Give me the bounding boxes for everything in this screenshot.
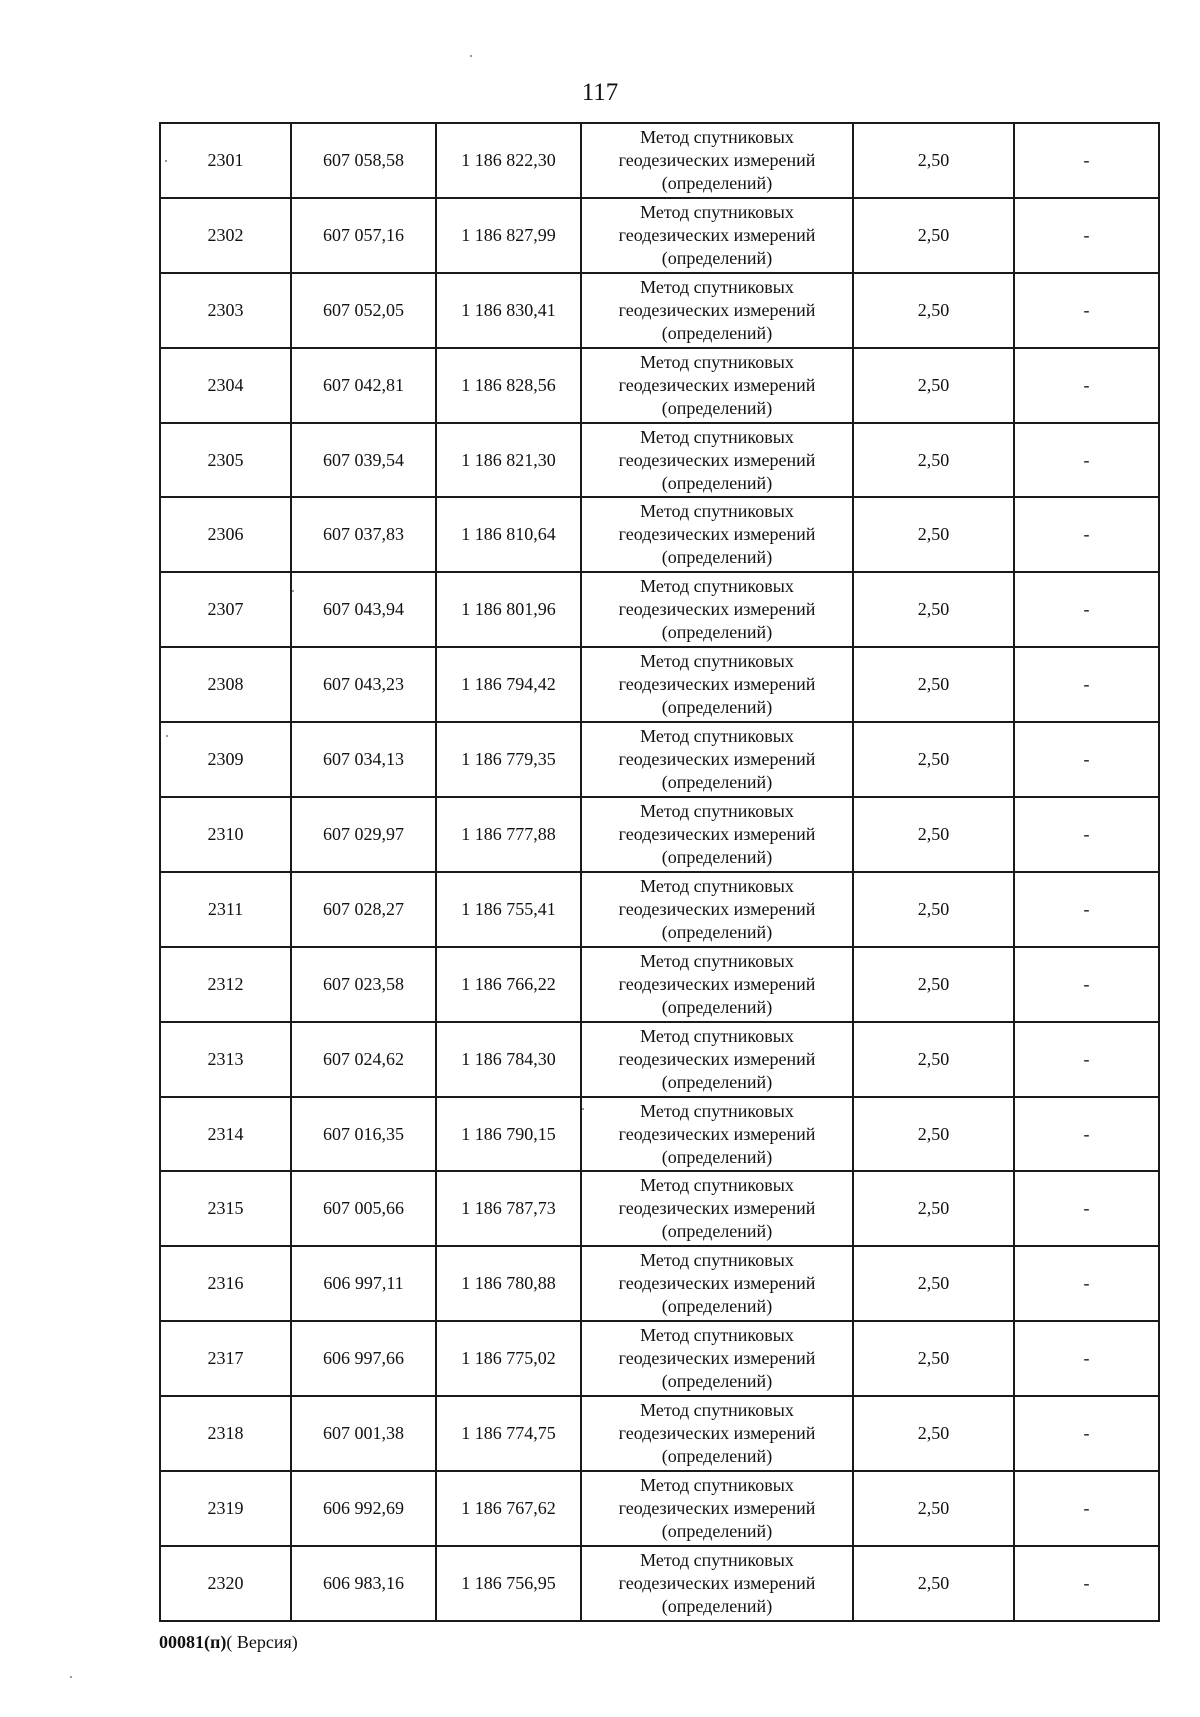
method-line: геодезических измерений xyxy=(618,898,816,919)
method-line: (определений) xyxy=(661,1446,773,1467)
y-coordinate-cell: 1 186 756,95 xyxy=(436,1546,581,1621)
method-line: Метод спутниковых xyxy=(640,800,794,821)
note-cell: - xyxy=(1014,198,1159,273)
method-line: (определений) xyxy=(661,1296,773,1317)
method-line: Метод спутниковых xyxy=(640,576,794,597)
point-number-cell: 2309 xyxy=(160,722,291,797)
accuracy-cell: 2,50 xyxy=(853,497,1014,572)
method-line: геодезических измерений xyxy=(618,1572,816,1593)
note-cell: - xyxy=(1014,123,1159,198)
coordinates-table-body xyxy=(160,123,1159,1621)
method-line: геодезических измерений xyxy=(618,1273,816,1294)
page-number: 117 xyxy=(581,79,619,106)
method-line: (определений) xyxy=(661,322,773,343)
point-number-cell: 2304 xyxy=(160,348,291,423)
accuracy-cell: 2,50 xyxy=(853,1321,1014,1396)
method-cell xyxy=(581,947,853,1022)
scan-speck xyxy=(582,1108,584,1110)
note-cell: - xyxy=(1014,947,1159,1022)
method-line: геодезических измерений xyxy=(618,374,816,395)
document-code: 00081(п) xyxy=(159,1632,227,1652)
y-coordinate-cell: 1 186 787,73 xyxy=(436,1171,581,1246)
x-coordinate-cell: 607 028,27 xyxy=(291,872,436,947)
scan-speck xyxy=(470,55,472,57)
x-coordinate-cell: 606 983,16 xyxy=(291,1546,436,1621)
method-line: геодезических измерений xyxy=(618,299,816,320)
method-cell xyxy=(581,647,853,722)
method-line: (определений) xyxy=(661,996,773,1017)
method-cell xyxy=(581,1171,853,1246)
document-version: ( Версия) xyxy=(226,1632,298,1652)
accuracy-cell: 2,50 xyxy=(853,572,1014,647)
table-row xyxy=(160,647,1159,722)
y-coordinate-cell: 1 186 790,15 xyxy=(436,1097,581,1172)
method-line: (определений) xyxy=(661,846,773,867)
accuracy-cell: 2,50 xyxy=(853,1246,1014,1321)
point-number-cell: 2314 xyxy=(160,1097,291,1172)
y-coordinate-cell: 1 186 821,30 xyxy=(436,423,581,498)
table-row xyxy=(160,1022,1159,1097)
table-row xyxy=(160,348,1159,423)
method-line: геодезических измерений xyxy=(618,1198,816,1219)
method-line: Метод спутниковых xyxy=(640,1325,794,1346)
point-number-cell: 2306 xyxy=(160,497,291,572)
method-line: геодезических измерений xyxy=(618,823,816,844)
table-row xyxy=(160,872,1159,947)
method-cell xyxy=(581,497,853,572)
x-coordinate-cell: 607 057,16 xyxy=(291,198,436,273)
table-row xyxy=(160,722,1159,797)
x-coordinate-cell: 606 992,69 xyxy=(291,1471,436,1546)
scan-speck xyxy=(166,735,168,737)
point-number-cell: 2308 xyxy=(160,647,291,722)
y-coordinate-cell: 1 186 794,42 xyxy=(436,647,581,722)
point-number-cell: 2316 xyxy=(160,1246,291,1321)
note-cell: - xyxy=(1014,1396,1159,1471)
method-line: (определений) xyxy=(661,172,773,193)
note-cell: - xyxy=(1014,1321,1159,1396)
accuracy-cell: 2,50 xyxy=(853,1171,1014,1246)
method-line: геодезических измерений xyxy=(618,1123,816,1144)
point-number-cell: 2313 xyxy=(160,1022,291,1097)
accuracy-cell: 2,50 xyxy=(853,722,1014,797)
method-line: геодезических измерений xyxy=(618,599,816,620)
accuracy-cell: 2,50 xyxy=(853,1022,1014,1097)
y-coordinate-cell: 1 186 801,96 xyxy=(436,572,581,647)
y-coordinate-cell: 1 186 784,30 xyxy=(436,1022,581,1097)
method-line: Метод спутниковых xyxy=(640,126,794,147)
table-row xyxy=(160,497,1159,572)
accuracy-cell: 2,50 xyxy=(853,348,1014,423)
method-line: Метод спутниковых xyxy=(640,1250,794,1271)
point-number-cell: 2320 xyxy=(160,1546,291,1621)
table-row xyxy=(160,1171,1159,1246)
table-row xyxy=(160,1321,1159,1396)
method-line: (определений) xyxy=(661,397,773,418)
x-coordinate-cell: 607 023,58 xyxy=(291,947,436,1022)
method-line: геодезических измерений xyxy=(618,1048,816,1069)
accuracy-cell: 2,50 xyxy=(853,423,1014,498)
x-coordinate-cell: 607 029,97 xyxy=(291,797,436,872)
method-line: Метод спутниковых xyxy=(640,726,794,747)
table-row xyxy=(160,1546,1159,1621)
document-footer xyxy=(159,1631,298,1653)
y-coordinate-cell: 1 186 810,64 xyxy=(436,497,581,572)
accuracy-cell: 2,50 xyxy=(853,647,1014,722)
method-cell xyxy=(581,123,853,198)
point-number-cell: 2315 xyxy=(160,1171,291,1246)
point-number-cell: 2305 xyxy=(160,423,291,498)
point-number-cell: 2312 xyxy=(160,947,291,1022)
method-cell xyxy=(581,1471,853,1546)
accuracy-cell: 2,50 xyxy=(853,198,1014,273)
x-coordinate-cell: 607 039,54 xyxy=(291,423,436,498)
x-coordinate-cell: 607 043,23 xyxy=(291,647,436,722)
method-line: Метод спутниковых xyxy=(640,950,794,971)
method-line: Метод спутниковых xyxy=(640,1025,794,1046)
note-cell: - xyxy=(1014,273,1159,348)
y-coordinate-cell: 1 186 774,75 xyxy=(436,1396,581,1471)
y-coordinate-cell: 1 186 830,41 xyxy=(436,273,581,348)
y-coordinate-cell: 1 186 766,22 xyxy=(436,947,581,1022)
method-line: Метод спутниковых xyxy=(640,501,794,522)
point-number-cell: 2310 xyxy=(160,797,291,872)
method-line: Метод спутниковых xyxy=(640,651,794,672)
note-cell: - xyxy=(1014,348,1159,423)
x-coordinate-cell: 607 024,62 xyxy=(291,1022,436,1097)
x-coordinate-cell: 607 034,13 xyxy=(291,722,436,797)
method-line: Метод спутниковых xyxy=(640,201,794,222)
note-cell: - xyxy=(1014,797,1159,872)
note-cell: - xyxy=(1014,1171,1159,1246)
point-number-cell: 2319 xyxy=(160,1471,291,1546)
table-row xyxy=(160,1396,1159,1471)
y-coordinate-cell: 1 186 755,41 xyxy=(436,872,581,947)
method-line: (определений) xyxy=(661,1595,773,1616)
method-line: (определений) xyxy=(661,1071,773,1092)
y-coordinate-cell: 1 186 777,88 xyxy=(436,797,581,872)
method-line: Метод спутниковых xyxy=(640,1474,794,1495)
y-coordinate-cell: 1 186 767,62 xyxy=(436,1471,581,1546)
table-row xyxy=(160,1097,1159,1172)
method-cell xyxy=(581,273,853,348)
method-line: геодезических измерений xyxy=(618,973,816,994)
method-line: (определений) xyxy=(661,1371,773,1392)
method-cell xyxy=(581,1321,853,1396)
note-cell: - xyxy=(1014,1546,1159,1621)
method-cell xyxy=(581,1396,853,1471)
method-cell xyxy=(581,348,853,423)
method-line: (определений) xyxy=(661,622,773,643)
table-row xyxy=(160,1246,1159,1321)
note-cell: - xyxy=(1014,572,1159,647)
method-line: (определений) xyxy=(661,247,773,268)
method-line: (определений) xyxy=(661,1221,773,1242)
accuracy-cell: 2,50 xyxy=(853,1471,1014,1546)
point-number-cell: 2307 xyxy=(160,572,291,647)
method-line: Метод спутниковых xyxy=(640,875,794,896)
accuracy-cell: 2,50 xyxy=(853,273,1014,348)
point-number-cell: 2317 xyxy=(160,1321,291,1396)
y-coordinate-cell: 1 186 822,30 xyxy=(436,123,581,198)
method-line: Метод спутниковых xyxy=(640,1400,794,1421)
method-line: геодезических измерений xyxy=(618,224,816,245)
method-line: (определений) xyxy=(661,472,773,493)
accuracy-cell: 2,50 xyxy=(853,797,1014,872)
method-line: Метод спутниковых xyxy=(640,1175,794,1196)
table-row xyxy=(160,273,1159,348)
accuracy-cell: 2,50 xyxy=(853,123,1014,198)
y-coordinate-cell: 1 186 828,56 xyxy=(436,348,581,423)
method-cell xyxy=(581,198,853,273)
method-line: (определений) xyxy=(661,772,773,793)
y-coordinate-cell: 1 186 827,99 xyxy=(436,198,581,273)
x-coordinate-cell: 607 043,94 xyxy=(291,572,436,647)
accuracy-cell: 2,50 xyxy=(853,1546,1014,1621)
note-cell: - xyxy=(1014,722,1159,797)
method-cell xyxy=(581,797,853,872)
method-line: Метод спутниковых xyxy=(640,426,794,447)
method-line: (определений) xyxy=(661,547,773,568)
note-cell: - xyxy=(1014,1097,1159,1172)
note-cell: - xyxy=(1014,1022,1159,1097)
method-line: геодезических измерений xyxy=(618,749,816,770)
y-coordinate-cell: 1 186 775,02 xyxy=(436,1321,581,1396)
x-coordinate-cell: 607 042,81 xyxy=(291,348,436,423)
method-line: геодезических измерений xyxy=(618,674,816,695)
accuracy-cell: 2,50 xyxy=(853,947,1014,1022)
method-cell xyxy=(581,1097,853,1172)
method-line: геодезических измерений xyxy=(618,1423,816,1444)
x-coordinate-cell: 607 052,05 xyxy=(291,273,436,348)
point-number-cell: 2303 xyxy=(160,273,291,348)
scan-speck xyxy=(292,590,294,592)
x-coordinate-cell: 607 037,83 xyxy=(291,497,436,572)
method-line: (определений) xyxy=(661,1520,773,1541)
coordinates-table xyxy=(159,122,1160,1622)
table-row xyxy=(160,198,1159,273)
note-cell: - xyxy=(1014,647,1159,722)
method-line: Метод спутниковых xyxy=(640,1549,794,1570)
method-cell xyxy=(581,1546,853,1621)
table-row xyxy=(160,797,1159,872)
point-number-cell: 2302 xyxy=(160,198,291,273)
method-line: геодезических измерений xyxy=(618,449,816,470)
method-line: Метод спутниковых xyxy=(640,1100,794,1121)
scan-speck xyxy=(70,1676,72,1678)
point-number-cell: 2311 xyxy=(160,872,291,947)
note-cell: - xyxy=(1014,423,1159,498)
table-row xyxy=(160,423,1159,498)
table-row xyxy=(160,1471,1159,1546)
method-cell xyxy=(581,1022,853,1097)
note-cell: - xyxy=(1014,1246,1159,1321)
method-line: геодезических измерений xyxy=(618,149,816,170)
note-cell: - xyxy=(1014,497,1159,572)
x-coordinate-cell: 607 005,66 xyxy=(291,1171,436,1246)
x-coordinate-cell: 606 997,66 xyxy=(291,1321,436,1396)
accuracy-cell: 2,50 xyxy=(853,872,1014,947)
x-coordinate-cell: 607 016,35 xyxy=(291,1097,436,1172)
y-coordinate-cell: 1 186 779,35 xyxy=(436,722,581,797)
table-row xyxy=(160,123,1159,198)
table-row xyxy=(160,947,1159,1022)
x-coordinate-cell: 606 997,11 xyxy=(291,1246,436,1321)
accuracy-cell: 2,50 xyxy=(853,1396,1014,1471)
method-line: (определений) xyxy=(661,1146,773,1167)
method-line: (определений) xyxy=(661,697,773,718)
point-number-cell: 2318 xyxy=(160,1396,291,1471)
method-cell xyxy=(581,1246,853,1321)
y-coordinate-cell: 1 186 780,88 xyxy=(436,1246,581,1321)
method-cell xyxy=(581,572,853,647)
x-coordinate-cell: 607 058,58 xyxy=(291,123,436,198)
method-line: Метод спутниковых xyxy=(640,276,794,297)
scan-speck xyxy=(165,160,167,162)
method-cell xyxy=(581,872,853,947)
table-row xyxy=(160,572,1159,647)
method-line: геодезических измерений xyxy=(618,1348,816,1369)
point-number-cell: 2301 xyxy=(160,123,291,198)
note-cell: - xyxy=(1014,872,1159,947)
accuracy-cell: 2,50 xyxy=(853,1097,1014,1172)
method-line: (определений) xyxy=(661,921,773,942)
x-coordinate-cell: 607 001,38 xyxy=(291,1396,436,1471)
note-cell: - xyxy=(1014,1471,1159,1546)
method-cell xyxy=(581,423,853,498)
method-cell xyxy=(581,722,853,797)
method-line: геодезических измерений xyxy=(618,524,816,545)
method-line: геодезических измерений xyxy=(618,1497,816,1518)
method-line: Метод спутниковых xyxy=(640,351,794,372)
